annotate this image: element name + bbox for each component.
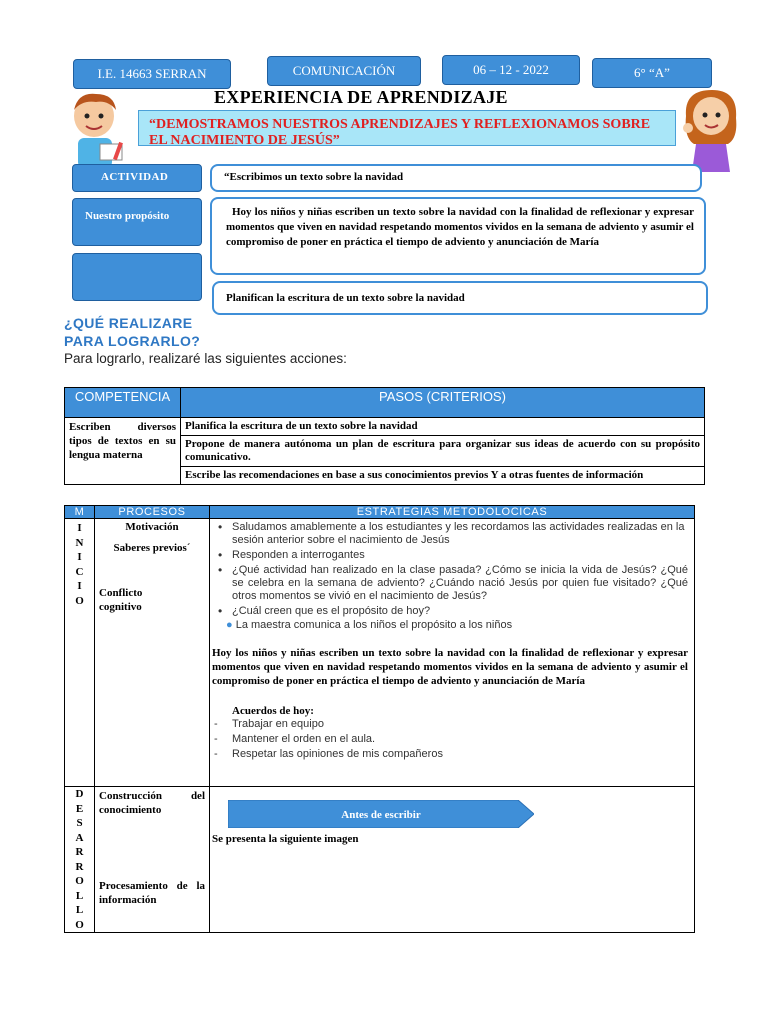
purpose-label-block (72, 198, 202, 246)
list-item: • Responden a interrogantes (212, 549, 690, 562)
purpose-text-box (210, 197, 706, 275)
how-text: Para lograrlo, realizaré las siguientes acciones: (64, 351, 347, 366)
girl-illustration (678, 86, 744, 174)
moment-desarrollo: D E S A R R O L L O (65, 787, 95, 933)
date-badge: 06 – 12 - 2022 (442, 55, 580, 85)
process-construccion: Construcción del conocimiento (99, 790, 205, 816)
purpose-text: Hoy los niños y niñas escriben un texto sobre la navidad con la finalidad de reflexionar y expresar momentos que viven en navidad respetando momentos vividos en la semana de adviento y asumir el compromiso de poner en práctica el tiempo de adviento y anunciación de María (226, 206, 694, 248)
sub-bullet: ● La maestra comunica a los niños el propósito a los niños (226, 619, 513, 631)
grade-badge: 6° “A” (592, 58, 712, 88)
steps-header: PASOS (CRITERIOS) (181, 388, 705, 418)
criterion-text: Planifican la escritura de un texto sobre la navidad (226, 292, 465, 304)
strategies-inicio (210, 519, 695, 787)
list-item: - Mantener el orden en el aula. (212, 732, 690, 747)
moment-header: M (65, 506, 95, 519)
purpose-paragraph: Hoy los niños y niñas escriben un texto sobre la navidad con la finalidad de reflexionar y expresar momentos que viven en navidad respetando momentos vividos en la semana de adviento y asumir el compromiso de poner en práctica el tiempo de adviento y anunciación de María (212, 647, 688, 687)
how-heading-line1: ¿QUÉ REALIZARE (64, 315, 193, 331)
activity-text: “Escribimos un texto sobre la navidad (224, 171, 404, 183)
step-row: Escribe las recomendaciones en base a sus conocimientos previos Y a otras fuentes de información (181, 467, 705, 485)
list-item: • ¿Cuál creen que es el propósito de hoy? (212, 605, 690, 618)
activity-text-box (210, 164, 702, 192)
desarrollo-text: Se presenta la siguiente imagen (212, 833, 359, 845)
step-row: Planifica la escritura de un texto sobre la navidad (181, 418, 705, 436)
list-item: - Trabajar en equipo (212, 717, 690, 732)
moment-inicio: I N I C I O (65, 519, 95, 787)
agreements-list (212, 717, 690, 762)
processes-desarrollo (95, 787, 210, 933)
criterion-text-box (212, 281, 708, 315)
strategy-table (64, 505, 695, 933)
boy-illustration (64, 88, 130, 174)
process-header: PROCESOS (95, 506, 210, 519)
process-saberes: Saberes previos´ (113, 542, 191, 554)
strategy-bullets (212, 521, 690, 618)
area-badge: COMUNICACIÓN (267, 56, 421, 86)
competency-table (64, 387, 705, 485)
competency-cell: Escriben diversos tipos de textos en su lengua materna (65, 418, 181, 485)
activity-label: ACTIVIDAD (101, 171, 169, 183)
competency-header: COMPETENCIA (65, 388, 181, 418)
agreements-title: Acuerdos de hoy: (232, 705, 314, 717)
list-item: • ¿Qué actividad han realizado en la clase pasada? ¿Cómo se inicia la vida de Jesús? ¿Qué se celebra en la semana de adviento? ¿Cuándo nació Jesús por quien fue visitado? ¿Qué otros momentos se vivió en el nacimiento de Jesús? (212, 564, 690, 603)
strategies-header: ESTRATEGIAS METODOLOCICAS (210, 506, 695, 519)
process-procesamiento: Procesamiento de la información (99, 880, 205, 906)
purpose-label: Nuestro propósito (85, 210, 170, 222)
activity-label-block (72, 164, 202, 192)
page-title: EXPERIENCIA DE APRENDIZAJE (214, 87, 508, 107)
how-heading-line2: PARA LOGRARLO? (64, 333, 201, 349)
process-motivacion: Motivación (125, 521, 179, 533)
step-row: Propone de manera autónoma un plan de escritura para organizar sus ideas de acuerdo con su propósito comunicativo. (181, 436, 705, 467)
process-conflicto: Conflicto cognitivo (99, 587, 143, 613)
list-item: • Saludamos amablemente a los estudiantes y les recordamos las actividades realizadas en la sesión anterior sobre el nacimiento de Jesús (212, 521, 690, 547)
before-writing-banner (228, 800, 534, 828)
processes-inicio (95, 519, 210, 787)
experience-subtitle: “DEMOSTRAMOS NUESTROS APRENDIZAJES Y REFLEXIONAMOS SOBRE EL NACIMIENTO DE JESÚS” (138, 110, 676, 146)
school-name-badge: I.E. 14663 SERRAN (73, 59, 231, 89)
criterion-label-block (72, 253, 202, 301)
banner-label: Antes de escribir (341, 809, 421, 821)
list-item: - Respetar las opiniones de mis compañeros (212, 747, 690, 762)
